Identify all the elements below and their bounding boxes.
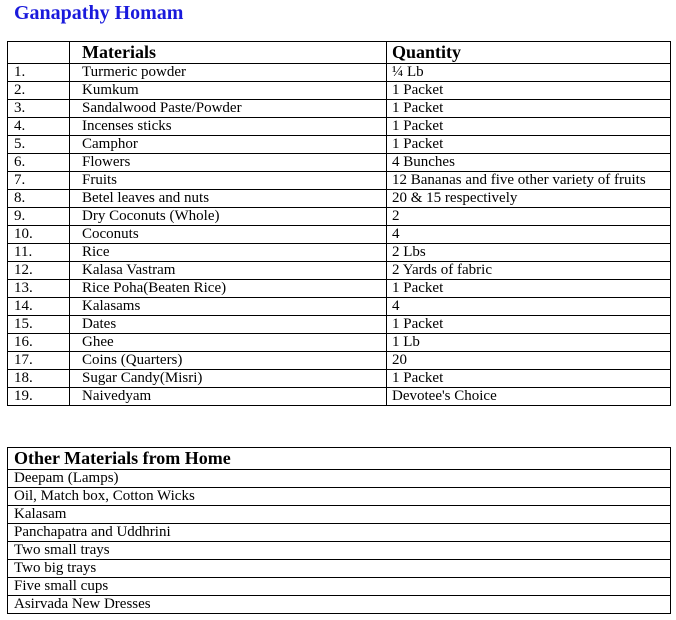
row-quantity: 1 Packet: [387, 316, 671, 334]
row-quantity: 4 Bunches: [387, 154, 671, 172]
row-quantity: 20: [387, 352, 671, 370]
table-row: [8, 226, 671, 244]
table-row: [8, 136, 671, 154]
row-number: 12.: [8, 262, 70, 280]
row-material: Ghee: [70, 334, 387, 352]
row-quantity: 1 Packet: [387, 370, 671, 388]
row-material: Incenses sticks: [70, 118, 387, 136]
row-material: Kalasa Vastram: [70, 262, 387, 280]
header-materials: Materials: [70, 42, 387, 64]
table-row: [8, 352, 671, 370]
row-material: Kalasams: [70, 298, 387, 316]
table-row: [8, 470, 671, 488]
table-row: [8, 280, 671, 298]
row-number: 1.: [8, 64, 70, 82]
table-row: [8, 154, 671, 172]
row-number: 5.: [8, 136, 70, 154]
row-quantity: 1 Packet: [387, 280, 671, 298]
row-quantity: 2: [387, 208, 671, 226]
row-quantity: 1 Packet: [387, 100, 671, 118]
table-row: [8, 578, 671, 596]
row-material: Sandalwood Paste/Powder: [70, 100, 387, 118]
header-quantity: Quantity: [387, 42, 671, 64]
table-row: [8, 334, 671, 352]
row-quantity: 20 & 15 respectively: [387, 190, 671, 208]
row-other-material: Two small trays: [8, 542, 671, 560]
row-material: Rice: [70, 244, 387, 262]
row-material: Flowers: [70, 154, 387, 172]
row-quantity: 2 Lbs: [387, 244, 671, 262]
table-row: [8, 488, 671, 506]
table-row: [8, 208, 671, 226]
table-row: [8, 596, 671, 614]
row-number: 9.: [8, 208, 70, 226]
row-material: Rice Poha(Beaten Rice): [70, 280, 387, 298]
row-number: 19.: [8, 388, 70, 406]
row-number: 13.: [8, 280, 70, 298]
row-number: 4.: [8, 118, 70, 136]
row-quantity: 4: [387, 226, 671, 244]
row-quantity: 4: [387, 298, 671, 316]
page-title: Ganapathy Homam: [14, 2, 184, 24]
row-material: Fruits: [70, 172, 387, 190]
row-number: 8.: [8, 190, 70, 208]
table-row: [8, 172, 671, 190]
other-materials-table: [7, 447, 671, 614]
table-row: [8, 316, 671, 334]
row-number: 14.: [8, 298, 70, 316]
table-header-row: [8, 42, 671, 64]
row-material: Betel leaves and nuts: [70, 190, 387, 208]
row-number: 18.: [8, 370, 70, 388]
row-number: 17.: [8, 352, 70, 370]
table-row: [8, 506, 671, 524]
row-number: 15.: [8, 316, 70, 334]
row-number: 11.: [8, 244, 70, 262]
row-material: Turmeric powder: [70, 64, 387, 82]
table-row: [8, 524, 671, 542]
row-quantity: 1 Packet: [387, 118, 671, 136]
header-number: [8, 42, 70, 64]
row-other-material: Oil, Match box, Cotton Wicks: [8, 488, 671, 506]
table-row: [8, 388, 671, 406]
table-row: [8, 262, 671, 280]
row-number: 6.: [8, 154, 70, 172]
table-row: [8, 370, 671, 388]
table-row: [8, 244, 671, 262]
row-quantity: 1 Lb: [387, 334, 671, 352]
row-material: Dry Coconuts (Whole): [70, 208, 387, 226]
materials-table: [7, 41, 671, 406]
row-number: 2.: [8, 82, 70, 100]
row-material: Naivedyam: [70, 388, 387, 406]
table-row: [8, 82, 671, 100]
row-other-material: Deepam (Lamps): [8, 470, 671, 488]
row-material: Coins (Quarters): [70, 352, 387, 370]
table-row: [8, 118, 671, 136]
row-number: 3.: [8, 100, 70, 118]
table-row: [8, 100, 671, 118]
table-row: [8, 560, 671, 578]
table-row: [8, 298, 671, 316]
row-number: 16.: [8, 334, 70, 352]
row-other-material: Asirvada New Dresses: [8, 596, 671, 614]
row-number: 7.: [8, 172, 70, 190]
row-other-material: Kalasam: [8, 506, 671, 524]
header-other-materials: Other Materials from Home: [8, 448, 671, 470]
row-material: Coconuts: [70, 226, 387, 244]
row-material: Kumkum: [70, 82, 387, 100]
table-row: [8, 64, 671, 82]
row-quantity: Devotee's Choice: [387, 388, 671, 406]
row-quantity: 12 Bananas and five other variety of fruits: [387, 172, 671, 190]
row-material: Sugar Candy(Misri): [70, 370, 387, 388]
row-quantity: ¼ Lb: [387, 64, 671, 82]
row-other-material: Panchapatra and Uddhrini: [8, 524, 671, 542]
row-material: Camphor: [70, 136, 387, 154]
row-quantity: 1 Packet: [387, 82, 671, 100]
row-other-material: Two big trays: [8, 560, 671, 578]
row-other-material: Five small cups: [8, 578, 671, 596]
row-quantity: 1 Packet: [387, 136, 671, 154]
table-row: [8, 190, 671, 208]
row-quantity: 2 Yards of fabric: [387, 262, 671, 280]
table-row: [8, 542, 671, 560]
row-material: Dates: [70, 316, 387, 334]
table-header-row: [8, 448, 671, 470]
row-number: 10.: [8, 226, 70, 244]
